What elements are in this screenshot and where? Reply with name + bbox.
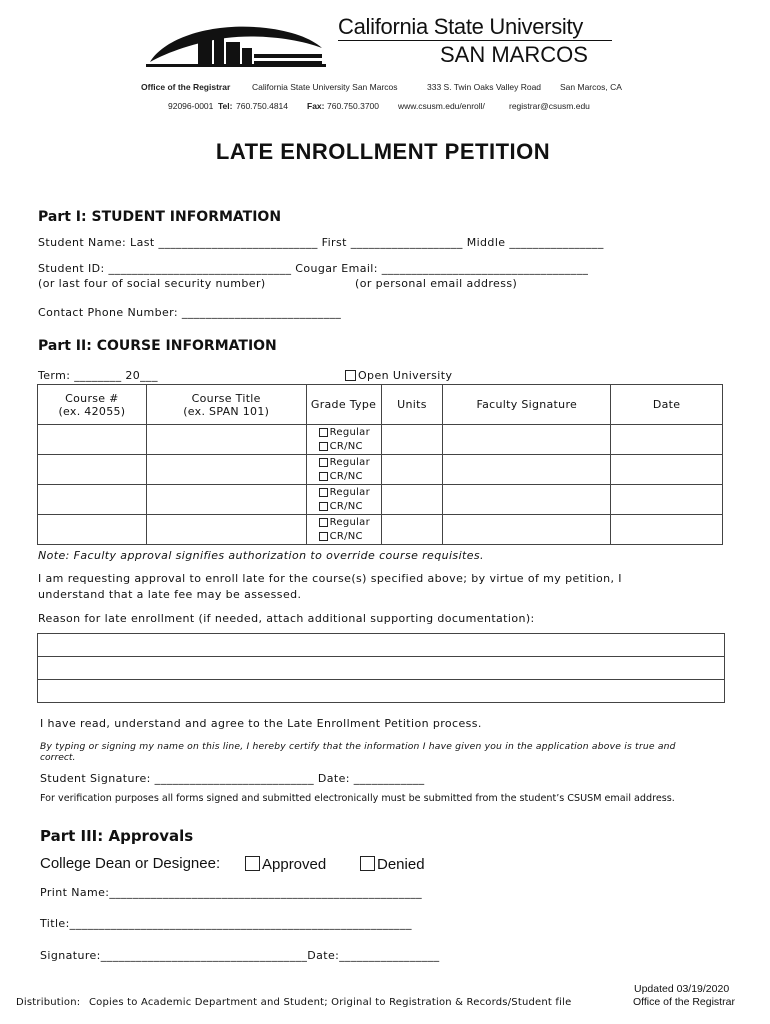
cougar-email-note: (or personal email address) (355, 277, 518, 290)
grade-regular-option[interactable] (319, 516, 381, 530)
table-row (38, 455, 723, 485)
units-cell[interactable] (381, 425, 443, 455)
crnc-checkbox[interactable] (319, 472, 328, 481)
regular-checkbox[interactable] (319, 428, 328, 437)
date-cell[interactable] (611, 425, 723, 455)
crnc-label: CR/NC (329, 500, 363, 512)
denied-label: Denied (377, 856, 425, 873)
grade-type-cell (306, 515, 381, 545)
approver-signature-field[interactable]: Signature:___________________________________Date:_________________ (40, 949, 440, 962)
col-course-number-example: (ex. 42055) (58, 404, 126, 418)
fax-number: 760.750.3700 (327, 101, 379, 111)
col-course-number (38, 385, 147, 425)
student-signature-field[interactable]: Student Signature: ___________________________ Date: ____________ (40, 772, 425, 785)
regular-label: Regular (329, 516, 371, 528)
crnc-checkbox[interactable] (319, 442, 328, 451)
course-number-cell[interactable] (38, 515, 147, 545)
regular-label: Regular (329, 426, 371, 438)
col-course-number-label: Course # (65, 391, 119, 405)
course-title-cell[interactable] (146, 515, 306, 545)
student-id-cougar-email-field[interactable]: Student ID: _______________________________ Cougar Email: ___________________________________ (38, 262, 589, 275)
col-faculty-signature: Faculty Signature (443, 385, 611, 425)
form-title: LATE ENROLLMENT PETITION (215, 139, 551, 164)
tel-number: 760.750.4814 (236, 101, 288, 111)
faculty-signature-cell[interactable] (443, 485, 611, 515)
reason-line[interactable] (38, 680, 724, 702)
col-date: Date (611, 385, 723, 425)
table-row (38, 485, 723, 515)
logo-divider (338, 40, 612, 41)
student-name-field[interactable]: Student Name: Last ___________________________ First ___________________ Middle ________________ (38, 236, 604, 249)
faculty-signature-cell[interactable] (443, 455, 611, 485)
agreement-statement: I have read, understand and agree to the Late Enrollment Petition process. (40, 717, 482, 730)
open-university-checkbox[interactable] (345, 370, 356, 381)
street-address: 333 S. Twin Oaks Valley Road (427, 82, 542, 92)
table-row (38, 425, 723, 455)
grade-type-cell (306, 425, 381, 455)
course-number-cell[interactable] (38, 455, 147, 485)
col-course-title-example: (ex. SPAN 101) (183, 404, 270, 418)
date-cell[interactable] (611, 515, 723, 545)
office-name: Office of the Registrar (141, 82, 231, 92)
contact-phone-field[interactable]: Contact Phone Number: ___________________________ (38, 306, 342, 319)
regular-checkbox[interactable] (319, 458, 328, 467)
regular-checkbox[interactable] (319, 488, 328, 497)
faculty-signature-cell[interactable] (443, 515, 611, 545)
reason-label: Reason for late enrollment (if needed, attach additional supporting documentation): (38, 612, 535, 625)
part3-heading: Part III: Approvals (40, 827, 194, 845)
city-state: San Marcos, CA (560, 82, 622, 92)
website-link[interactable]: www.csusm.edu/enroll/ (398, 101, 485, 111)
campus-name: California State University San Marcos (252, 82, 398, 92)
crnc-checkbox[interactable] (319, 532, 328, 541)
part2-heading: Part II: COURSE INFORMATION (38, 338, 277, 354)
email-link[interactable]: registrar@csusm.edu (509, 101, 590, 111)
student-id-note: (or last four of social security number) (38, 277, 266, 290)
grade-crnc-option[interactable] (319, 530, 381, 544)
distribution-text: Copies to Academic Department and Student; Original to Registration & Records/Student file (89, 997, 572, 1008)
col-course-title (146, 385, 306, 425)
course-number-cell[interactable] (38, 425, 147, 455)
course-title-cell[interactable] (146, 455, 306, 485)
term-field[interactable]: Term: ________ 20___ (38, 369, 158, 382)
denied-checkbox[interactable] (360, 856, 375, 871)
zip-code: 92096-0001 (168, 101, 214, 111)
certify-statement-line1: By typing or signing my name on this line, I hereby certify that the information I have given you in the application above is true and (40, 741, 676, 752)
faculty-signature-cell[interactable] (443, 425, 611, 455)
logo-university-line1: California State University (338, 14, 583, 39)
distribution-label: Distribution: (16, 997, 81, 1008)
part1-heading: Part I: STUDENT INFORMATION (38, 209, 282, 225)
regular-checkbox[interactable] (319, 518, 328, 527)
crnc-checkbox[interactable] (319, 502, 328, 511)
units-cell[interactable] (381, 455, 443, 485)
csusm-logo-mark (146, 14, 326, 70)
grade-type-cell (306, 455, 381, 485)
reason-line[interactable] (38, 634, 724, 657)
regular-label: Regular (329, 486, 371, 498)
faculty-approval-note: Note: Faculty approval signifies authorization to override course requisites. (38, 549, 484, 562)
course-table-header (38, 385, 723, 425)
request-statement-line1: I am requesting approval to enroll late for the course(s) specified above; by virtue of my petition, I (38, 572, 622, 585)
units-cell[interactable] (381, 515, 443, 545)
approved-checkbox[interactable] (245, 856, 260, 871)
date-cell[interactable] (611, 455, 723, 485)
print-name-field[interactable]: Print Name:_____________________________________________________ (40, 886, 423, 899)
course-title-cell[interactable] (146, 425, 306, 455)
course-title-cell[interactable] (146, 485, 306, 515)
grade-crnc-option[interactable] (319, 440, 381, 454)
dean-label: College Dean or Designee: (40, 855, 221, 872)
footer-office: Office of the Registrar (633, 996, 735, 1008)
crnc-label: CR/NC (329, 440, 363, 452)
request-statement-line2: understand that a late fee may be assessed. (38, 588, 302, 601)
certify-statement-line2: correct. (40, 752, 76, 763)
crnc-label: CR/NC (329, 470, 363, 482)
updated-date: Updated 03/19/2020 (634, 983, 730, 995)
tel-label: Tel: (218, 101, 233, 111)
logo-university-line2: SAN MARCOS (440, 42, 588, 67)
grade-crnc-option[interactable] (319, 500, 381, 514)
denied-option[interactable] (360, 856, 425, 873)
date-cell[interactable] (611, 485, 723, 515)
regular-label: Regular (329, 456, 371, 468)
crnc-label: CR/NC (329, 530, 363, 542)
grade-regular-option[interactable] (319, 456, 381, 470)
course-table (37, 384, 723, 545)
table-row (38, 515, 723, 545)
col-units: Units (381, 385, 443, 425)
approved-label: Approved (262, 856, 327, 873)
fax-label: Fax: (307, 101, 325, 111)
col-course-title-label: Course Title (191, 391, 261, 405)
grade-crnc-option[interactable] (319, 470, 381, 484)
units-cell[interactable] (381, 485, 443, 515)
reason-textarea[interactable] (37, 633, 725, 703)
verification-note: For verification purposes all forms signed and submitted electronically must be submitted from the student’s CSUSM email address. (40, 793, 675, 804)
col-grade-type: Grade Type (306, 385, 381, 425)
open-university-label: Open University (358, 369, 453, 382)
title-field[interactable]: Title:__________________________________________________________ (40, 917, 412, 930)
grade-regular-option[interactable] (319, 486, 381, 500)
grade-type-cell (306, 485, 381, 515)
course-number-cell[interactable] (38, 485, 147, 515)
reason-line[interactable] (38, 657, 724, 680)
grade-regular-option[interactable] (319, 426, 381, 440)
approved-option[interactable] (245, 856, 326, 873)
open-university-option[interactable] (345, 369, 452, 382)
